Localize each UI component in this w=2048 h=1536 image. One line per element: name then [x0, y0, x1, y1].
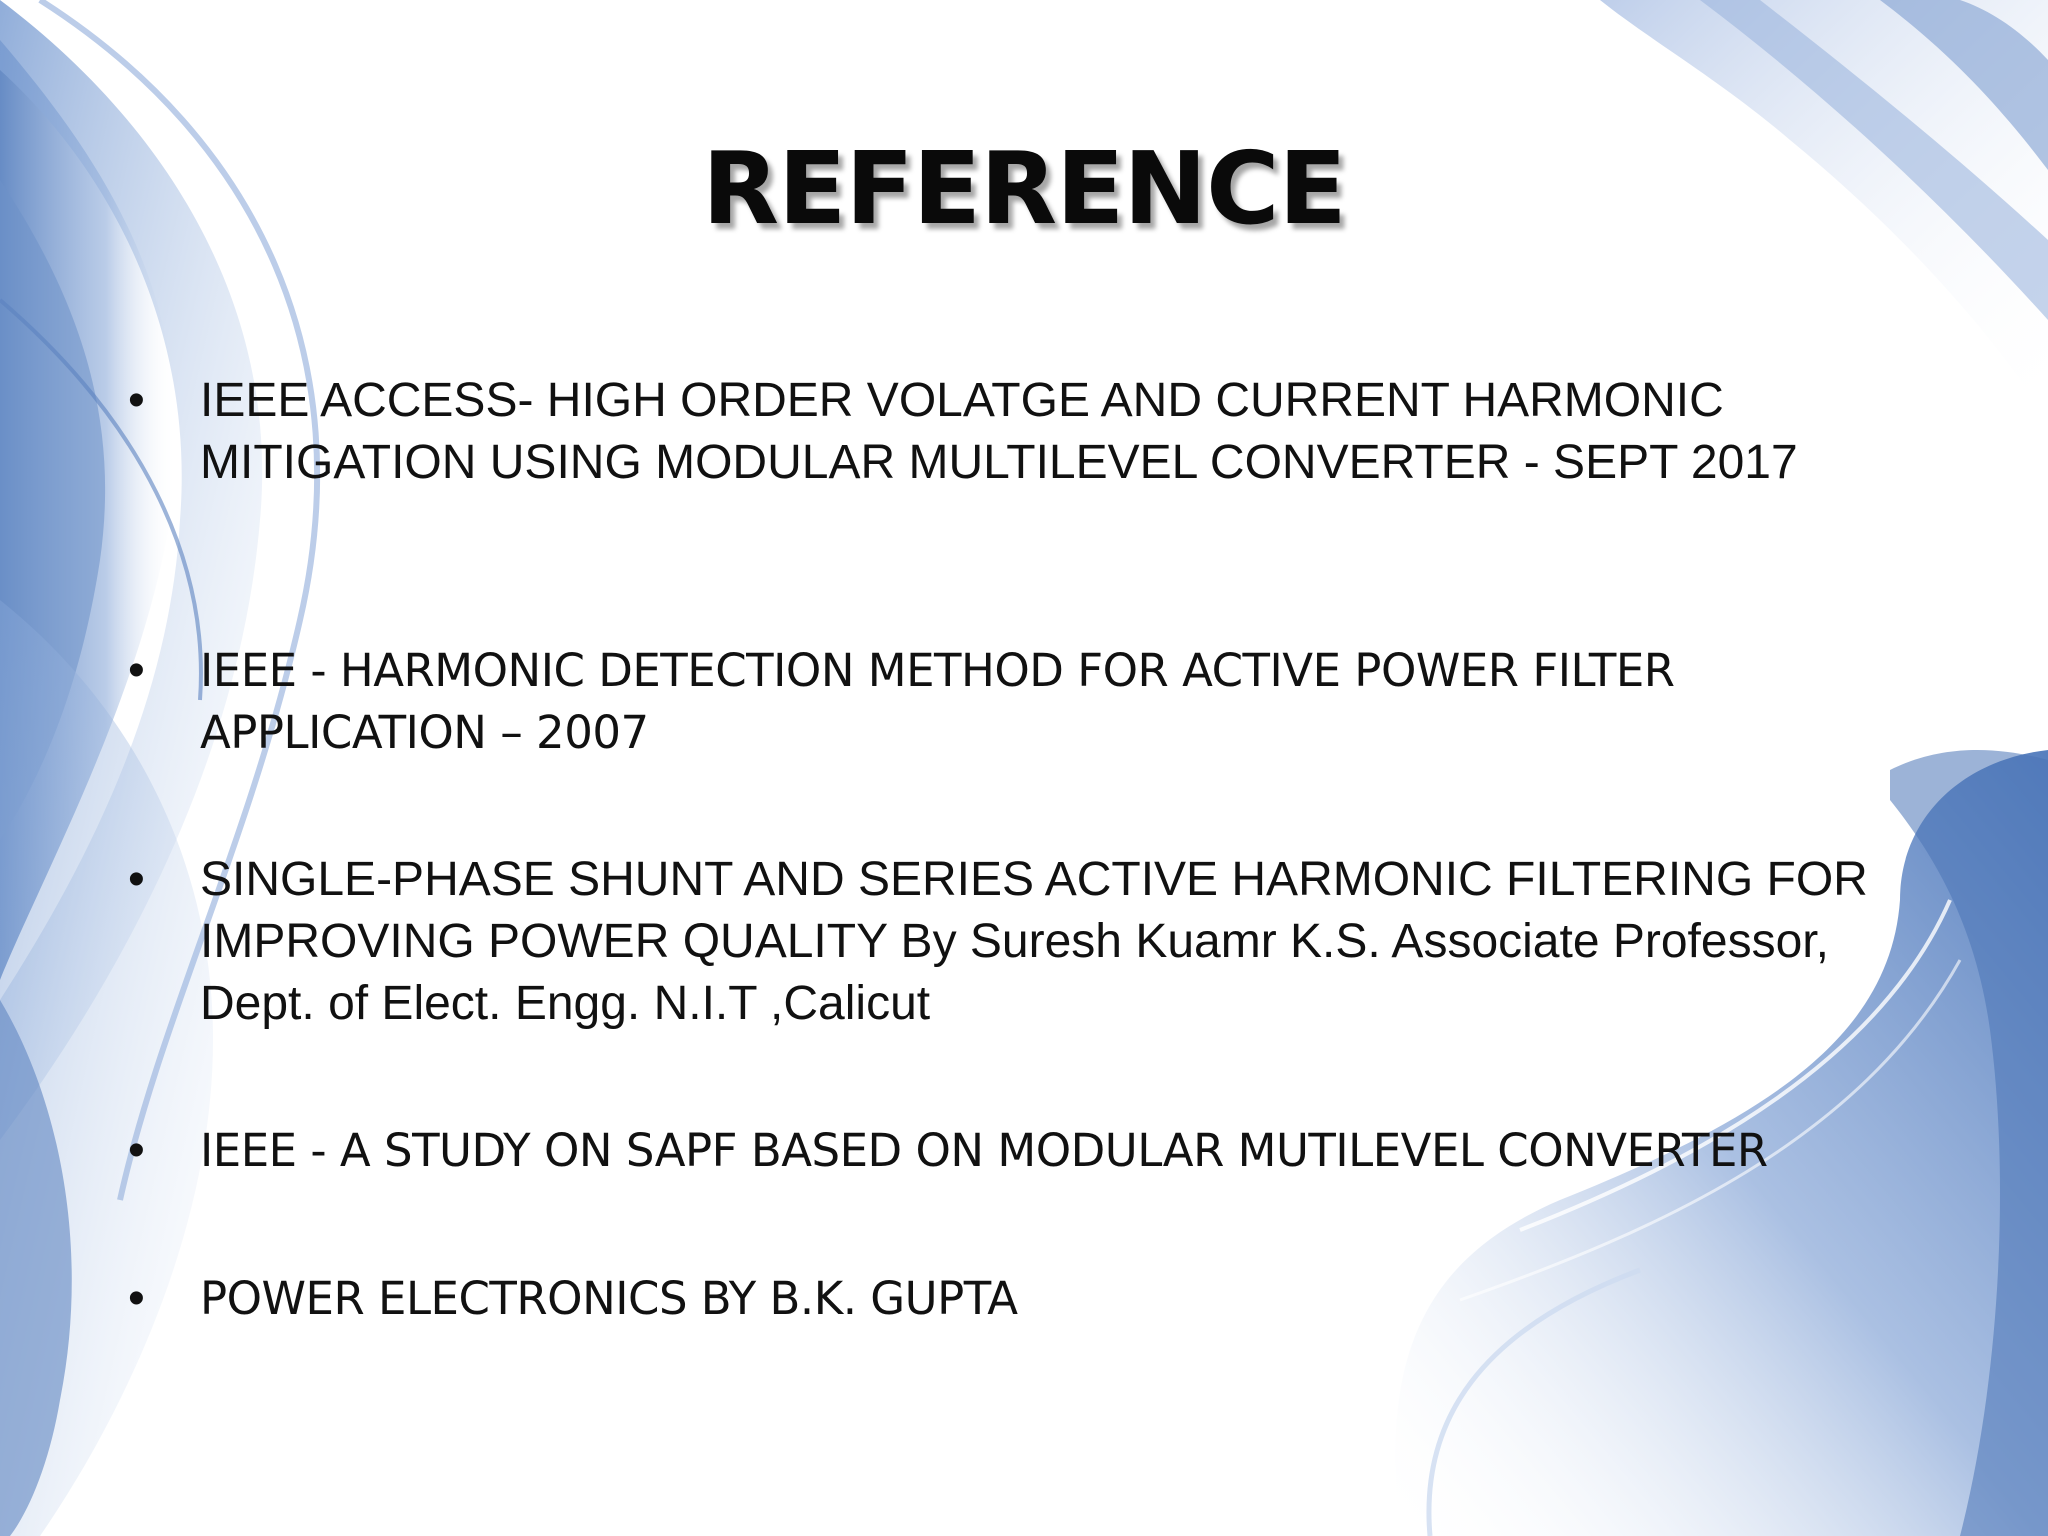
reference-text: IEEE - A STUDY ON SAPF BASED ON MODULAR MUTILEVEL CONVERTER: [200, 1124, 1768, 1177]
reference-item: [128, 1268, 1880, 1330]
bullet-icon: •: [128, 1124, 145, 1177]
reference-item: [128, 1120, 1880, 1182]
reference-item: [128, 640, 1880, 764]
reference-item: [128, 849, 1880, 1035]
reference-item: [128, 370, 1880, 494]
bullet-icon: •: [128, 374, 145, 427]
bullet-icon: •: [128, 853, 145, 906]
slide-title: REFERENCE: [702, 130, 1346, 247]
bullet-icon: •: [128, 1272, 145, 1325]
reference-text: IEEE - HARMONIC DETECTION METHOD FOR ACTIVE POWER FILTER APPLICATION – 2007: [200, 644, 1675, 759]
reference-text: POWER ELECTRONICS BY B.K. GUPTA: [200, 1272, 1018, 1325]
reference-text: IEEE ACCESS- HIGH ORDER VOLATGE AND CURRENT HARMONIC MITIGATION USING MODULAR MULTILEVEL CONVERTER - SEPT 2017: [200, 374, 1798, 489]
reference-text: SINGLE-PHASE SHUNT AND SERIES ACTIVE HARMONIC FILTERING FOR IMPROVING POWER QUALITY By Suresh Kuamr K.S. Associate Professor, Dept. of Elect. Engg. N.I.T ,Calicut: [200, 853, 1868, 1030]
bullet-icon: •: [128, 644, 145, 697]
